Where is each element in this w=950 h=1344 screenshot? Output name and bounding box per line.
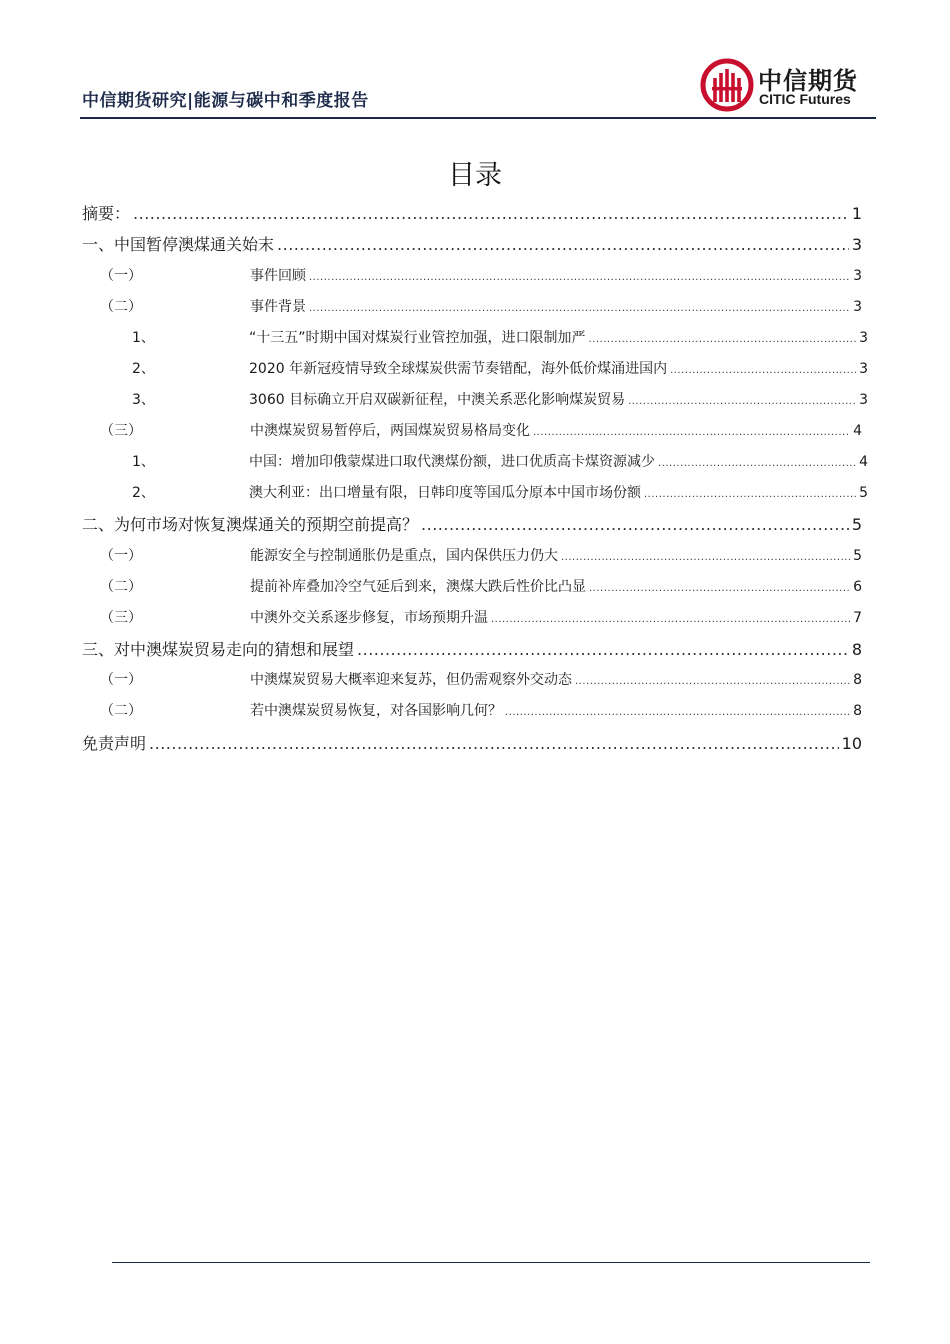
dot-leader xyxy=(644,489,856,500)
toc-entry-number: 2、 xyxy=(132,361,155,377)
toc-entry[interactable] xyxy=(100,265,862,285)
dot-leader xyxy=(491,614,850,625)
toc-entry[interactable] xyxy=(100,607,862,627)
toc-page-number: 10 xyxy=(841,734,862,753)
toc-page-number: 1 xyxy=(851,204,862,223)
toc-entry-text: 事件背景 xyxy=(250,299,306,315)
toc-entry[interactable] xyxy=(132,358,868,378)
toc-entry-text: 事件回顾 xyxy=(250,268,306,284)
toc-entry-text: 中国：增加印俄蒙煤进口取代澳煤份额，进口优质高卡煤资源减少 xyxy=(249,454,655,470)
toc-entry-number: （二） xyxy=(100,299,142,315)
toc-page-number: 6 xyxy=(853,579,862,595)
toc-entry-number: （三） xyxy=(100,610,142,626)
toc-entry-number: （二） xyxy=(100,579,142,595)
toc-entry[interactable] xyxy=(100,545,862,565)
toc-entry-text: 中澳煤炭贸易大概率迎来复苏，但仍需观察外交动态 xyxy=(250,672,572,688)
toc-entry-text: 提前补库叠加冷空气延后到来，澳煤大跌后性价比凸显 xyxy=(250,579,586,595)
toc-page-number: 8 xyxy=(853,672,862,688)
toc-page-number: 3 xyxy=(859,330,868,346)
toc-entry-number: 2、 xyxy=(132,485,155,501)
toc-entry-text: 一、中国暂停澳煤通关始末 xyxy=(82,235,275,254)
toc-entry-text: 3060 目标确立开启双碳新征程，中澳关系恶化影响煤炭贸易 xyxy=(249,392,626,408)
toc-entry-number: （二） xyxy=(100,703,142,719)
toc-page-number: 8 xyxy=(851,640,862,659)
toc-entry[interactable] xyxy=(100,420,862,440)
toc-entry[interactable] xyxy=(100,296,862,316)
toc-entry[interactable] xyxy=(100,576,862,596)
dot-leader xyxy=(589,334,857,345)
toc-entry[interactable] xyxy=(132,389,868,409)
dot-leader xyxy=(533,427,850,438)
toc-page-number: 5 xyxy=(853,548,862,564)
toc-entry-text: 中澳煤炭贸易暂停后，两国煤炭贸易格局变化 xyxy=(250,423,530,439)
toc-entry-text: 免责声明 xyxy=(82,734,147,753)
toc-entry-number: （一） xyxy=(100,268,142,284)
dot-leader xyxy=(505,707,850,718)
dot-leader xyxy=(309,272,850,283)
toc-entry-text: 二、为何市场对恢复澳煤通关的预期空前提高？ xyxy=(82,515,419,534)
toc-page-number: 4 xyxy=(859,454,868,470)
report-header-title: 中信期货研究|能源与碳中和季度报告 xyxy=(82,91,369,111)
toc-entry[interactable] xyxy=(82,731,862,754)
dot-leader xyxy=(561,552,850,563)
toc-page-number: 8 xyxy=(853,703,862,719)
toc-page-number: 5 xyxy=(851,515,862,534)
toc-page-number: 3 xyxy=(851,235,862,254)
toc-page-number: 3 xyxy=(859,392,868,408)
toc-page-number: 3 xyxy=(853,268,862,284)
footer-divider xyxy=(112,1262,870,1263)
toc-entry[interactable] xyxy=(100,700,862,720)
toc-entry-number: 1、 xyxy=(132,454,155,470)
toc-page-number: 3 xyxy=(853,299,862,315)
toc-entry-number: （三） xyxy=(100,423,142,439)
dot-leader xyxy=(575,676,850,687)
toc-entry-text: 三、对中澳煤炭贸易走向的猜想和展望 xyxy=(82,640,355,659)
toc-page-number: 4 xyxy=(853,423,862,439)
toc-entry-text: 2020 年新冠疫情导致全球煤炭供需节奏错配，海外低价煤涌进国内 xyxy=(249,361,668,377)
logo-english-name: CITIC Futures xyxy=(759,91,851,107)
logo-chinese-name: 中信期货 xyxy=(758,67,858,95)
toc-page-number: 7 xyxy=(853,610,862,626)
dot-leader xyxy=(670,365,856,376)
toc-entry[interactable] xyxy=(132,327,868,347)
toc-entry-number: 3、 xyxy=(132,392,155,408)
toc-entry-text: 能源安全与控制通胀仍是重点，国内保供压力仍大 xyxy=(250,548,558,564)
dot-leader xyxy=(133,204,849,223)
toc-entry[interactable] xyxy=(82,637,862,660)
toc-page-number: 3 xyxy=(859,361,868,377)
toc-entry-number: （一） xyxy=(100,548,142,564)
toc-entry[interactable] xyxy=(132,482,868,502)
toc-title: 目录 xyxy=(448,160,502,191)
toc-entry-text: “十三五”时期中国对煤炭行业管控加强，进口限制加严 xyxy=(249,330,586,346)
toc-entry[interactable] xyxy=(100,669,862,689)
dot-leader xyxy=(357,640,849,659)
toc-entry-text: 若中澳煤炭贸易恢复，对各国影响几何？ xyxy=(250,703,502,719)
dot-leader xyxy=(149,734,839,753)
dot-leader xyxy=(628,396,856,407)
dot-leader xyxy=(309,303,850,314)
toc-entry[interactable] xyxy=(82,512,862,535)
dot-leader xyxy=(421,515,849,534)
toc-entry-text: 中澳外交关系逐步修复，市场预期升温 xyxy=(250,610,488,626)
toc-entry-number: （一） xyxy=(100,672,142,688)
toc-entry[interactable] xyxy=(132,451,868,471)
toc-entry-text: 摘要： xyxy=(82,204,131,223)
toc-page-number: 5 xyxy=(859,485,868,501)
toc-entry-number: 1、 xyxy=(132,330,155,346)
dot-leader xyxy=(589,583,850,594)
toc-entry-text: 澳大利亚：出口增量有限，日韩印度等国瓜分原本中国市场份额 xyxy=(249,485,641,501)
toc-entry[interactable] xyxy=(82,201,862,224)
dot-leader xyxy=(277,235,849,254)
dot-leader xyxy=(658,458,856,469)
toc-entry[interactable] xyxy=(82,232,862,255)
